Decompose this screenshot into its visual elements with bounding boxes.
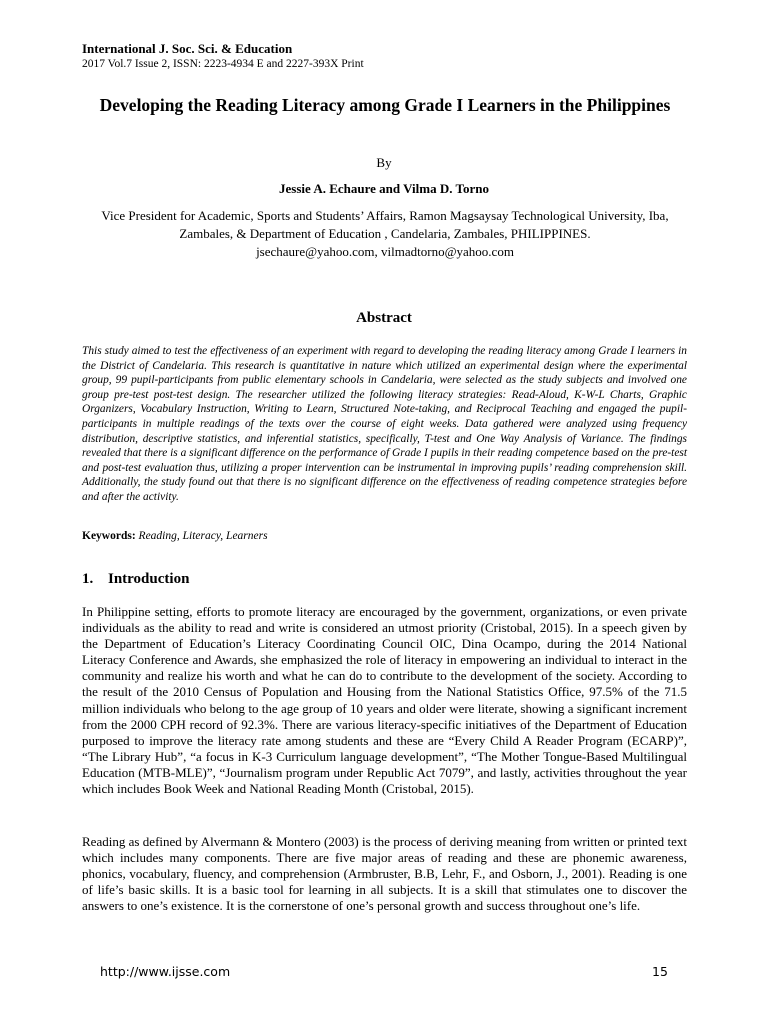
paper-title: Developing the Reading Literacy among Grade I Learners in the Philippines (99, 95, 671, 115)
journal-header (82, 40, 692, 72)
paper-authors: Jessie A. Echaure and Vilma D. Torno (279, 181, 489, 196)
section-heading-introduction (82, 571, 687, 588)
page-number: 15 (652, 964, 668, 979)
keywords-label: Keywords: (82, 530, 136, 542)
section-title: Introduction (108, 571, 190, 587)
footer-url[interactable]: http://www.ijsse.com (100, 964, 231, 979)
author-affiliation: Vice President for Academic, Sports and Students’ Affairs, Ramon Magsaysay Technological University, Iba, Zambales, & Department of Education , Candelaria, Zambales, PHILIPPINES. (101, 208, 669, 241)
abstract-heading: Abstract (356, 310, 412, 326)
by-line: By (376, 155, 392, 170)
journal-name: International J. Soc. Sci. & Education (82, 41, 293, 56)
keywords-line (82, 530, 687, 542)
keywords-value: Reading, Literacy, Learners (138, 530, 268, 542)
author-emails: jsechaure@yahoo.com, vilmadtorno@yahoo.com (256, 244, 514, 259)
author-affiliation-block (95, 207, 675, 261)
abstract-text: This study aimed to test the effectiveness of an experiment with regard to developing the reading literacy among Grade I learners in the District of Candelaria. This research is quantitative in nature which utilized an experimental design where the experimental group, 99 pupil-participants from public elementary schools in Candelaria, were selected as the study subjects and involved one group pre-test post-test design. The researcher utilized the following literacy strategies: Read-Aloud, K-W-L Charts, Graphic Organizers, Vocabulary Instruction, Writing to Learn, Structured Note-taking, and Reciprocal Teaching and engaged the pupil-participants in multiple readings of the texts over the course of eight weeks. Data gathered were analyzed using frequency distribution, descriptive statistics, and inferential statistics, specifically, T-test and One Way Analysis of Variance. The findings revealed that there is a significant difference on the performance of Grade I pupils in their reading competence based on the pre-test and post-test evaluation thus, utilizing a proper intervention can be instrumental in improving pupils’ reading comprehension skill. Additionally, the study found out that there is no significant difference on the effectiveness of reading competence strategies before and after the activity. (82, 345, 687, 503)
introduction-paragraph-1: In Philippine setting, efforts to promote literacy are encouraged by the government, organizations, or even private individuals as the ability to read and write is considered an utmost priority (Cristobal, 2015). In a speech given by the Department of Education’s Literacy Coordinating Council OIC, Dina Ocampo, during the 2014 National Literacy Conference and Awards, she emphasized the role of literacy in empowering an individual to interact in the community and realize his worth and what he can do to contribute to the development of the society. According to the result of the 2010 Census of Population and Housing from the National Statistics Office, 97.5% of the 71.5 million individuals who belong to the age group of 10 years and older were literate, showing a significant increment from the 2000 CPH record of 92.3%. There are various literacy-specific initiatives of the Department of Education purposed to improve the literacy rate among students and these are “Every Child A Reader Program (ECARP)”, “The Library Hub”, “a focus in K-3 Curriculum language development”, “The Mother Tongue-Based Multilingual Education (MTB-MLE)”, “Journalism program under Republic Act 7079”, and lastly, activities throughout the year which includes Book Week and National Reading Month (Cristobal, 2015). (82, 604, 687, 797)
section-number: 1. (82, 571, 94, 587)
journal-issue-line: 2017 Vol.7 Issue 2, ISSN: 2223-4934 E and 2227-393X Print (82, 58, 364, 70)
introduction-paragraph-2: Reading as defined by Alvermann & Montero (2003) is the process of deriving meaning from written or printed text which includes many components. There are five major areas of reading and these are phonemic awareness, phonics, vocabulary, fluency, and comprehension (Armbruster, B.B, Lehr, F., and Osborn, J., 2001). Reading is one of life’s basic skills. It is a basic tool for learning in all subjects. It is a skill that stimulates one to discover the answers to one’s existence. It is the cornerstone of one’s personal growth and success throughout one’s life. (82, 834, 687, 914)
